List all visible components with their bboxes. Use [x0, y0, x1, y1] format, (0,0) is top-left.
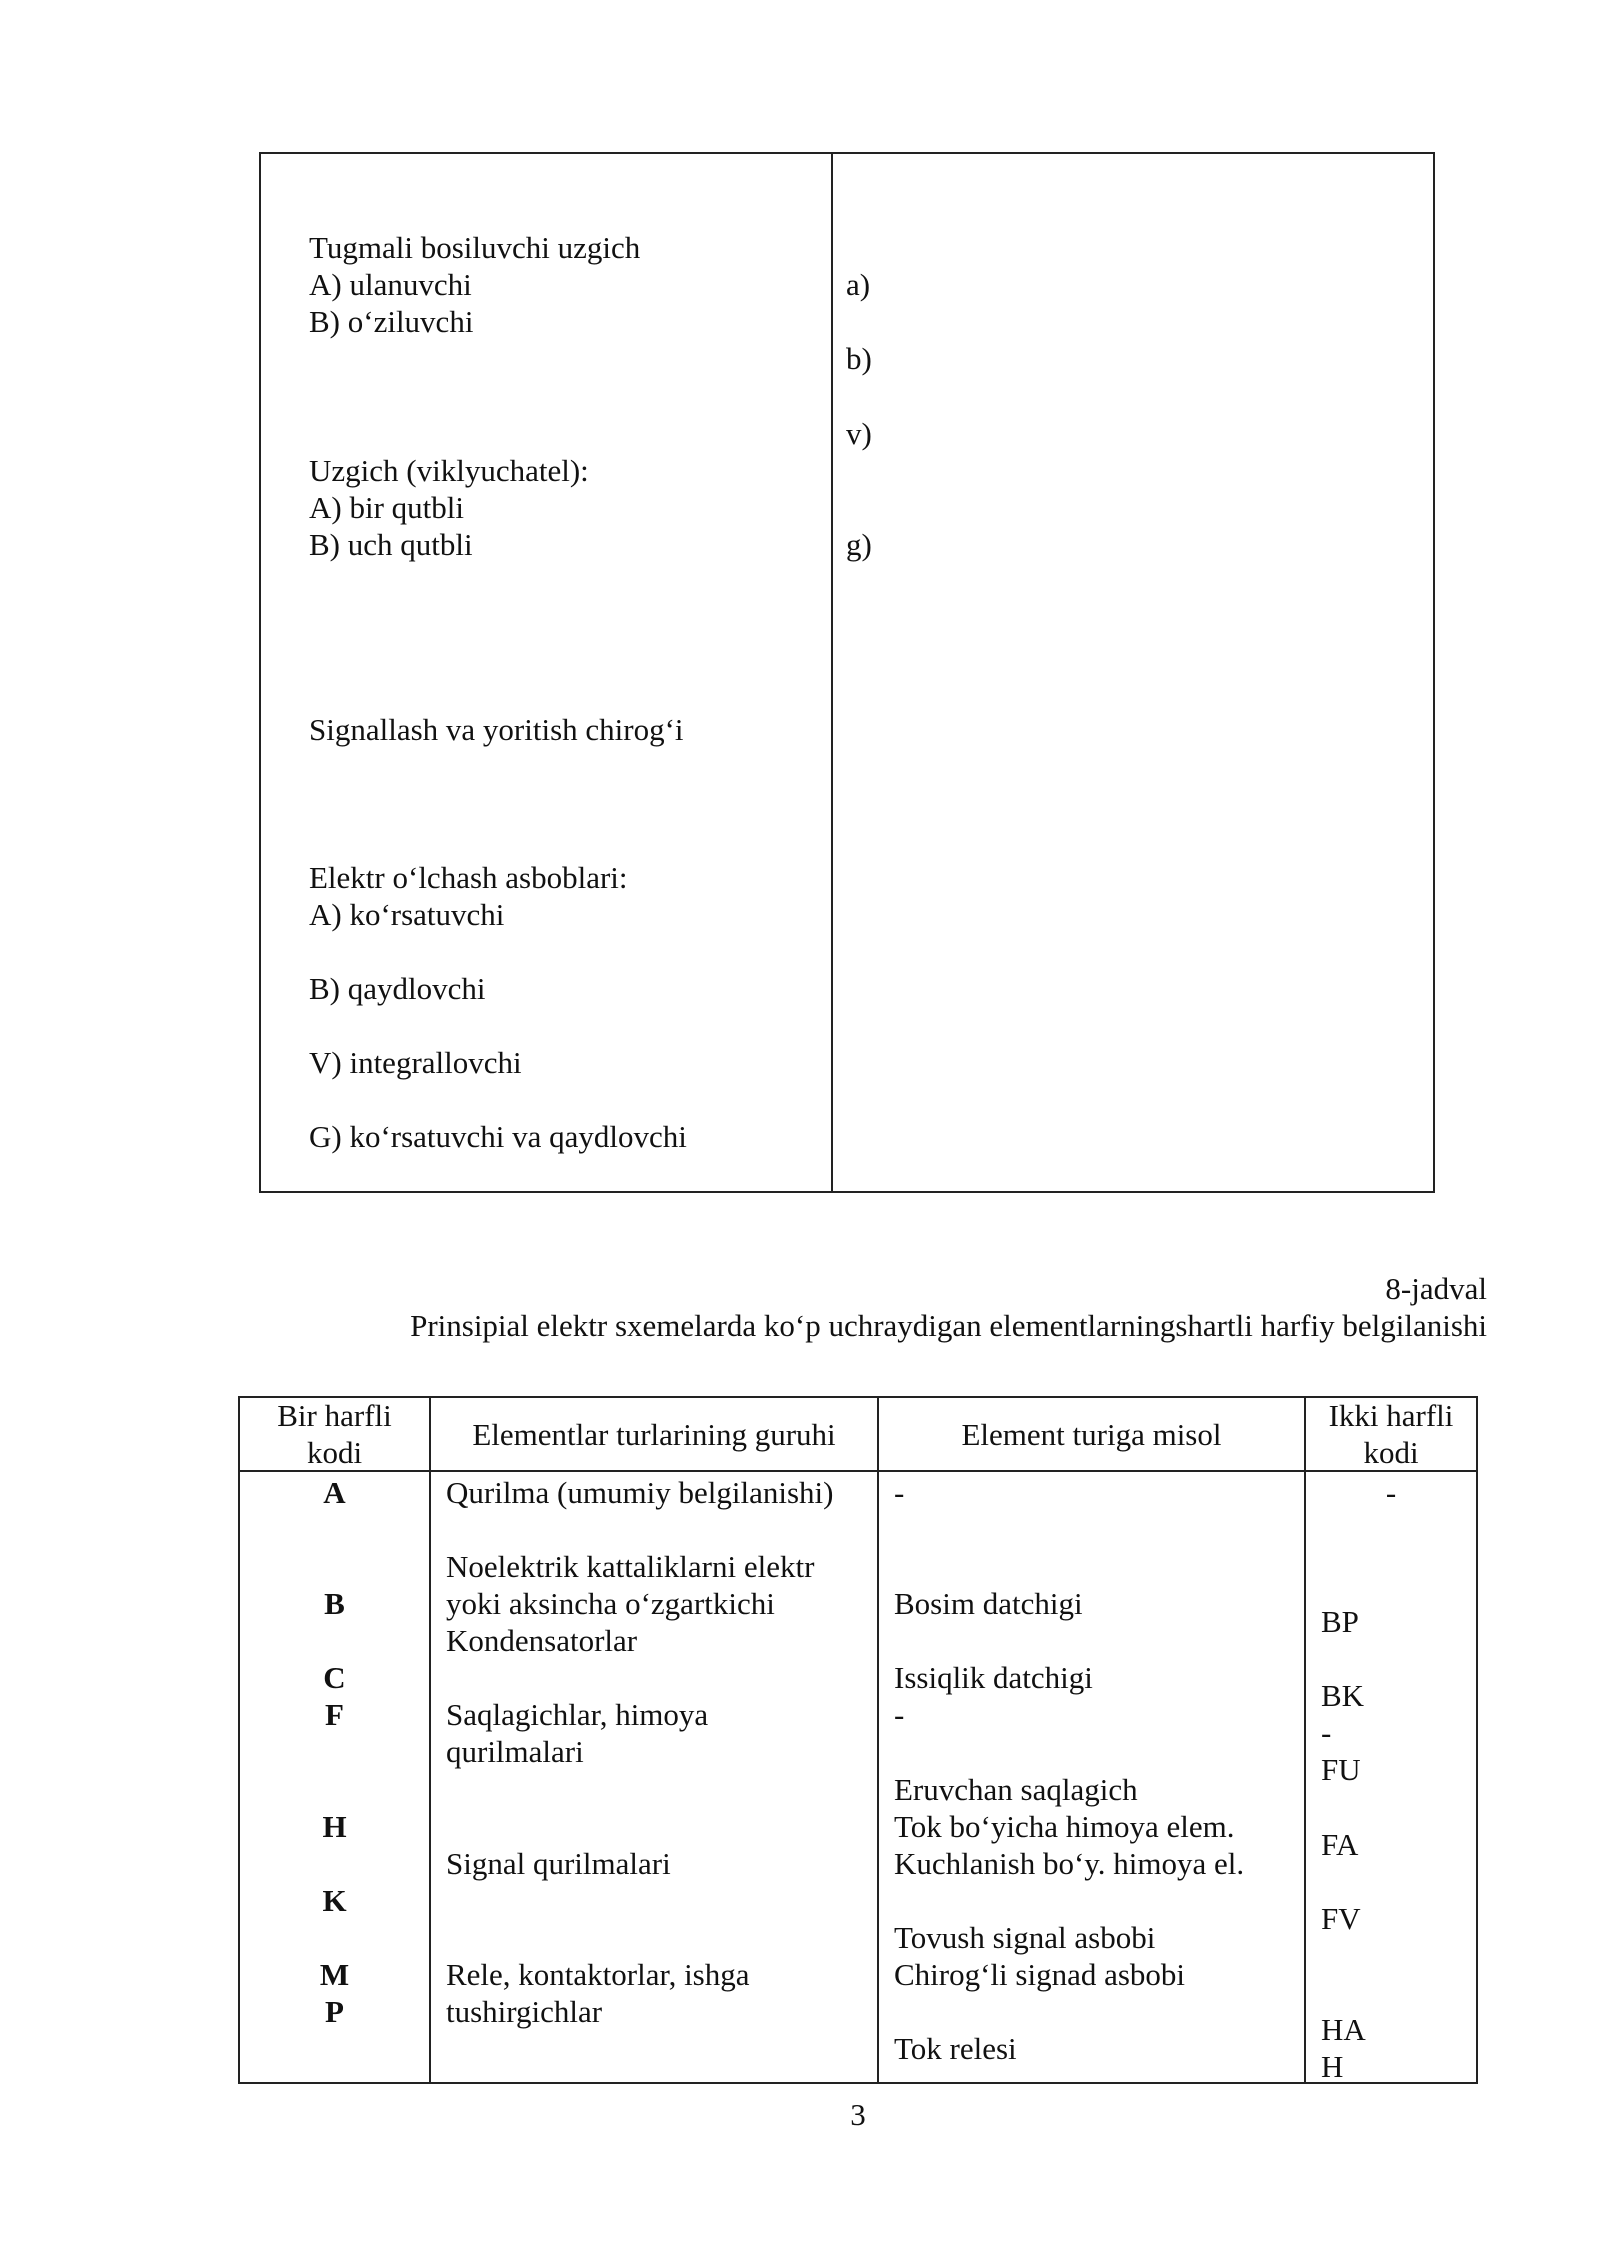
group-text: qurilmalari: [446, 1734, 584, 1769]
group-text: Qurilma (umumiy belgilanishi): [446, 1475, 834, 1510]
table-title: Prinsipial elektr sxemelarda ko‘p uchraydigan elementlarningshartli harfiy belgilanishi: [410, 1308, 1487, 1343]
letter-code: P: [325, 1994, 344, 2029]
two-letter-code: BK: [1321, 1678, 1365, 1713]
group-text: Saqlagichlar, himoya: [446, 1697, 709, 1732]
header-two-letter: kodi: [1363, 1435, 1419, 1470]
symbol-label: Elektr o‘lchash asboblari:: [309, 860, 628, 895]
letter-code: M: [319, 1957, 350, 1992]
example-text: Eruvchan saqlagich: [894, 1772, 1138, 1807]
example-text: Issiqlik datchigi: [894, 1660, 1093, 1695]
header-group: Elementlar turlarining guruhi: [472, 1417, 836, 1452]
symbol-label: A) ko‘rsatuvchi: [309, 897, 505, 932]
symbol-label: B) qaydlovchi: [309, 971, 486, 1006]
example-text: Tok bo‘yicha himoya elem.: [894, 1809, 1235, 1844]
two-letter-code: FU: [1321, 1752, 1361, 1787]
two-letter-code: HA: [1321, 2012, 1366, 2047]
letter-code: K: [322, 1883, 347, 1918]
symbol-label: B) uch qutbli: [309, 527, 473, 562]
letter-code: B: [324, 1586, 345, 1621]
symbol-marker: v): [846, 416, 872, 451]
symbol-label: V) integrallovchi: [309, 1045, 522, 1080]
symbol-label: G) ko‘rsatuvchi va qaydlovchi: [309, 1119, 687, 1154]
group-text: Signal qurilmalari: [446, 1846, 671, 1881]
example-text: -: [894, 1697, 905, 1732]
letter-code: H: [322, 1809, 347, 1844]
header-two-letter: Ikki harfli: [1328, 1398, 1454, 1433]
two-letter-code: -: [1385, 1475, 1397, 1510]
symbol-label: A) ulanuvchi: [309, 267, 472, 302]
group-text: Kondensatorlar: [446, 1623, 638, 1658]
two-letter-code: -: [1321, 1715, 1332, 1750]
letter-code: C: [323, 1660, 346, 1695]
two-letter-code: H: [1321, 2049, 1344, 2084]
symbol-marker: a): [846, 267, 871, 302]
two-letter-code: BP: [1321, 1604, 1359, 1639]
symbol-label: A) bir qutbli: [309, 490, 464, 525]
example-text: -: [894, 1475, 905, 1510]
two-letter-code: FV: [1321, 1901, 1361, 1936]
example-text: Tok relesi: [894, 2031, 1017, 2066]
symbol-marker: g): [846, 527, 872, 562]
group-text: Noelektrik kattaliklarni elektr: [446, 1549, 815, 1584]
header-one-letter: kodi: [306, 1435, 363, 1470]
group-text: Rele, kontaktorlar, ishga: [446, 1957, 750, 1992]
example-text: Kuchlanish bo‘y. himoya el.: [894, 1846, 1245, 1881]
page-number: 3: [850, 2097, 866, 2132]
example-text: Bosim datchigi: [894, 1586, 1083, 1621]
codes-col-divider: [429, 1396, 431, 2084]
table-number: 8-jadval: [1385, 1271, 1487, 1306]
symbol-label: B) o‘ziluvchi: [309, 304, 474, 339]
symbols-table-divider: [831, 152, 833, 1193]
header-example: Element turiga misol: [961, 1417, 1222, 1452]
header-one-letter: Bir harfli: [277, 1398, 392, 1433]
codes-col-divider: [877, 1396, 879, 2084]
group-text: tushirgichlar: [446, 1994, 603, 2029]
letter-code: A: [323, 1475, 346, 1510]
group-text: yoki aksincha o‘zgartkichi: [446, 1586, 775, 1621]
symbol-label: Uzgich (viklyuchatel):: [309, 453, 589, 488]
example-text: Tovush signal asbobi: [894, 1920, 1156, 1955]
two-letter-code: FA: [1321, 1827, 1359, 1862]
symbol-label: Signallash va yoritish chirog‘i: [309, 712, 684, 747]
symbol-label: Tugmali bosiluvchi uzgich: [309, 230, 641, 265]
symbol-marker: b): [846, 341, 872, 376]
letter-code: F: [325, 1697, 344, 1732]
example-text: Chirog‘li signad asbobi: [894, 1957, 1186, 1992]
